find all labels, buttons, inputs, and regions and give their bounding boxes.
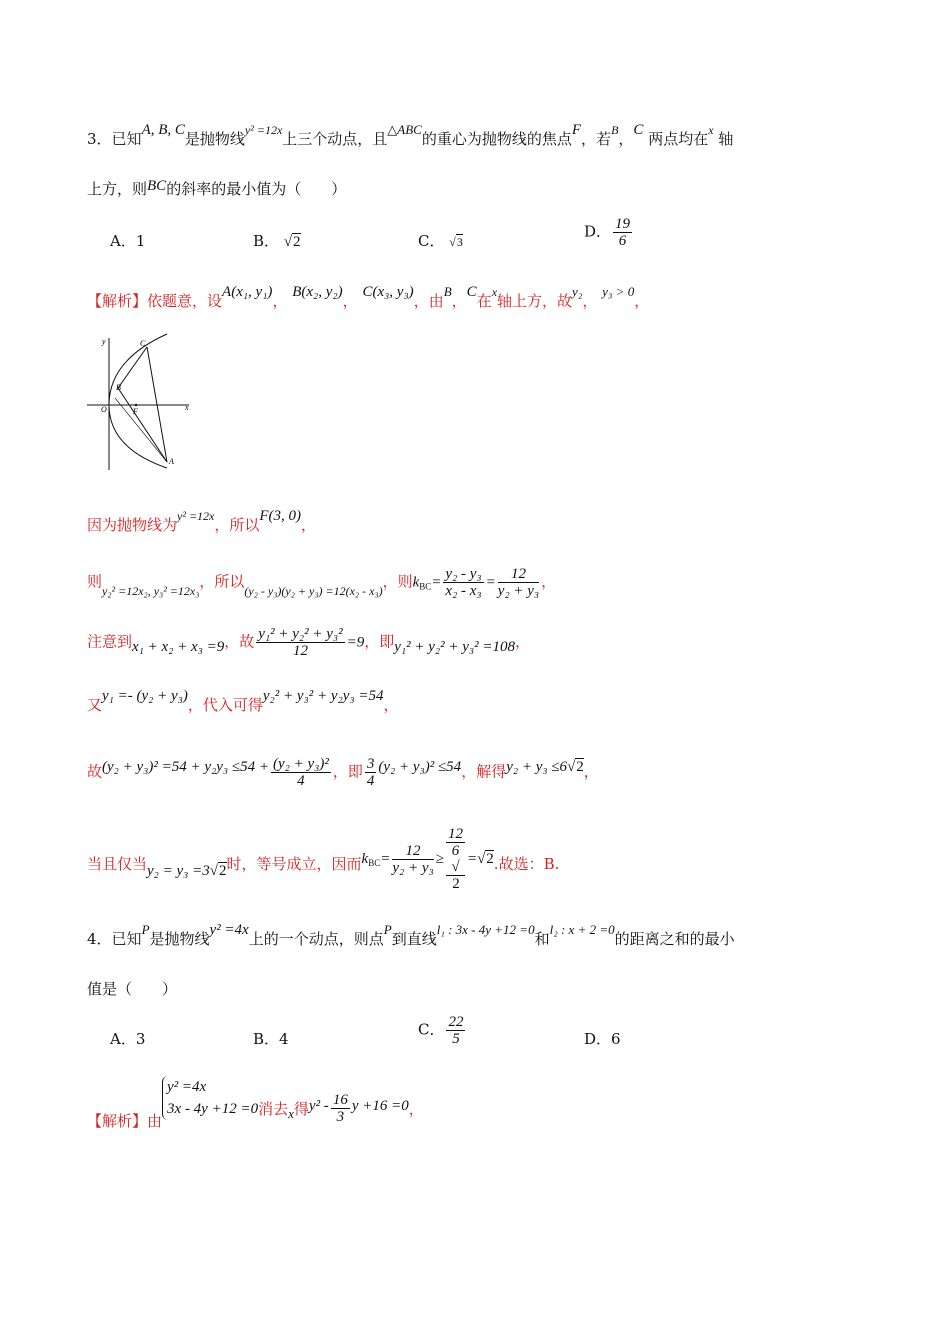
frac-den: 12 [292,643,308,659]
frac-num: 12 [498,566,539,583]
sol-math-part: y₂ + y₃ ≤6 [506,758,568,775]
sol-math: = [485,574,496,591]
sol-math: B [443,284,452,299]
sol-fraction [271,756,331,789]
q3-solution-line1 [87,284,650,311]
q4-math: P [383,922,392,937]
q4-text: 是抛物线 [149,930,210,948]
q3-text: 轴 [718,130,734,148]
sol-math: x [491,285,498,299]
option-label: D． [584,222,612,241]
sol-math: = [466,851,478,867]
option-label: C． [418,232,445,250]
frac-den-radicand: 2 [446,875,465,892]
equation-system [162,1076,258,1120]
q3-math-parabola: y² =12x [244,123,283,137]
q4-stem-line2 [87,978,177,999]
q3-text: ，若 [581,130,612,148]
label-a: A [169,457,174,466]
frac-den: 3 [336,1108,345,1125]
sol-math: = [380,851,391,867]
sol-fraction [365,756,377,789]
sol-math: A(x₁, y₁) [222,284,273,300]
q4-math: P [141,922,150,937]
sol-text: 又 [87,696,103,714]
q3-solution-substitute [87,688,399,715]
sol-text: ， [582,292,598,310]
q3-text: 的斜率的最小值为（ ） [166,180,347,198]
sol-text: ， [515,632,531,651]
label-y: y [102,337,106,346]
solution-tag: 【解析】 [87,292,148,310]
sol-text: ，所以 [199,572,245,591]
frac-den: y₂ + y₃ [392,859,434,876]
q3-option-d[interactable] [584,216,634,249]
sol-math: y +16 =0 [351,1098,409,1114]
q3-text: ， [618,130,634,148]
q4-math: l₂ : x + 2 =0 [549,922,615,937]
sol-text: ，解得 [461,762,507,781]
q4-solution-line1 [87,1076,424,1130]
q3-option-b[interactable]: B． √2 [253,232,301,250]
option-label: A． [110,232,136,250]
q3-option-c[interactable]: C． √3 [418,232,463,250]
sol-math: C [466,284,477,300]
q3-option-a[interactable] [110,230,145,251]
q4-stem-line1 [87,922,735,949]
q3-solution-sum [87,626,530,659]
sol-text: 轴上方，故 [497,292,573,310]
sol-math: (y₂ + y₃)² ≤54 [378,758,462,775]
sol-text: .故选：B. [493,855,560,873]
q4-option-a[interactable] [110,1028,145,1049]
q4-text: 和 [534,930,550,948]
sol-text: ， [634,292,650,310]
q3-stem-line2 [87,178,346,199]
q3-text: 是抛物线 [184,130,245,148]
sol-text: ，所以 [214,516,260,534]
q3-solution-focus [87,508,317,535]
q3-math-x: x [708,123,714,137]
option-label: C． [418,1020,445,1039]
sol-text: ，则 [382,572,413,591]
frac-den: x₂ - x₃ [445,583,482,599]
sol-math: y₁ =- (y₂ + y₃) [102,688,188,704]
sol-math: k [361,851,369,867]
option-label: D． [584,1030,612,1048]
sol-math: y₁² + y₂² + y₃² =108 [394,638,515,655]
q3-math-C: C [633,122,644,138]
q3-solution-slope [87,566,556,599]
q3-math-BC: BC [147,178,167,194]
sol-text: 故 [87,762,103,781]
sol-text: ， [541,572,557,591]
q4-text: 上的一个动点，则点 [248,930,384,948]
sol-text: ，即 [332,762,363,781]
q3-text: 已知 [111,130,142,148]
frac-den: 4 [297,773,305,789]
frac-num: y₂ - y₃ [445,566,482,582]
sol-text: ， [583,762,599,781]
sol-fraction [256,626,344,659]
option-value: 2 [293,234,301,250]
frac-den-part: 6 [451,843,460,859]
focus-point [135,404,137,406]
q4-number: 4． [87,930,112,948]
sol-text: 时，等号成立，因而 [226,855,362,873]
q3-text: 两点均在 [648,130,709,148]
sol-math: =9 [346,634,365,651]
q3-text: 上三个动点，且 [282,130,388,148]
label-b: B [116,383,121,392]
sol-math: k [412,574,420,591]
sol-fraction [498,566,539,599]
sol-text: 消去 [258,1100,289,1118]
sol-math: y₂ [572,284,583,299]
option-value: 4 [279,1030,289,1048]
option-value: 6 [611,1030,621,1048]
option-label: B． [253,232,280,250]
sol-text: 因为抛物线为 [87,516,178,534]
sol-math: y² - [308,1098,329,1114]
sol-math: y² =12x [177,509,215,523]
option-fraction [613,216,632,249]
sol-math: F(3, 0) [259,508,302,524]
sol-text: 得 [293,1100,309,1118]
option-label: B． [253,1030,280,1048]
sol-text: ， [408,1100,424,1118]
option-fraction [446,1014,465,1047]
sol-math-radicand: 2 [576,758,584,775]
sol-math: x [288,1106,294,1121]
q4-text: 到直线 [391,930,437,948]
option-value: 3 [135,1030,146,1048]
sol-math: x₁ + x₂ + x₃ =9 [132,638,225,655]
q4-math: l₁ : 3x - 4y +12 =0 [436,922,535,937]
sol-math: ≥ [435,851,444,867]
option-value: 3 [456,235,463,249]
q3-text: 的重心为抛物线的焦点 [421,130,572,148]
q4-text: 值是（ ） [87,980,178,998]
q3-math-F: F [571,122,582,138]
q4-text: 的距离之和的最小 [614,930,735,948]
sol-text: 由 [147,1112,163,1130]
q3-text: 上方，则 [87,180,148,198]
frac-num: 12 [392,843,433,860]
q3-number: 3． [87,130,112,148]
sol-text: ， [301,516,317,534]
frac-den: y₂ + y₃ [497,583,540,599]
frac-num: y₁² + y₂² + y₃² [258,626,343,642]
sol-math: y₂² + y₃² + y₂y₃ =54 [262,688,384,704]
sol-math: (y₂ - y₃)(y₂ + y₃) =12(x₂ - x₃) [244,583,383,598]
q3-solution-inequality [87,756,599,789]
q3-solution-final: 当且仅当y₂ = y₃ =3√2时，等号成立，因而$k^{BC}=$ $\frac{12}{\text{y₂ + y₃}}$ ≥ 12 6 √ 2 =√2.故选：B. [87,826,560,892]
sol-math: y₂ + y₃ ≤6√2 [506,758,584,775]
system-eq1: y² =4x [167,1079,207,1095]
sol-math-part: y₂ = y₃ =3 [147,863,210,879]
sol-text: 则 [87,572,103,591]
sol-text: ， [272,292,288,310]
sol-math: y₂ = y₃ =3√2 [147,863,227,879]
frac-num: 12 [447,826,463,842]
q3-math-points: A, B, C [141,122,185,138]
sol-text: ， [383,696,399,714]
frac-num: (y₂ + y₃)² [272,756,329,772]
q4-option-c[interactable] [418,1014,467,1047]
option-label: A． [110,1030,136,1048]
sol-math: C(x₃, y₃) [362,284,414,300]
label-o: O [101,405,107,414]
sol-math-sub: BC [368,858,381,868]
sol-math-radicand: 2 [219,863,227,879]
option-value: 1 [135,232,146,250]
sol-text: ， [451,292,467,310]
sol-text: 当且仅当 [87,855,148,873]
sol-math: y₃ > 0 [602,284,635,299]
sol-text: ，即 [364,632,395,651]
q4-text: 已知 [111,930,142,948]
frac-den: 6 √ 2 [446,843,465,892]
sol-fraction [331,1092,350,1125]
sol-text: 依题意，设 [147,292,223,310]
sol-math: B(x₂, y₂) [292,284,343,300]
label-f: F [133,407,138,416]
sol-text: ，故 [224,632,255,651]
frac-num: 16 [332,1091,348,1108]
system-eq2: 3x - 4y +12 =0 [167,1101,259,1117]
median-line [115,398,167,462]
frac-num: 19 [615,216,631,232]
sol-fraction [392,843,433,876]
sol-fraction [443,566,483,599]
sol-math: y₂² =12x₂, y₃² =12x₃ [102,583,200,598]
solution-tag: 【解析】 [87,1112,148,1130]
sol-math: (y₂ + y₃)² =54 + y₂y₃ ≤54 + [102,758,269,775]
sol-text: ，由 [413,292,444,310]
q4-option-b[interactable] [253,1028,289,1049]
frac-den: 6 [618,233,627,249]
parabola-figure [85,330,195,475]
frac-den: 5 [452,1031,460,1047]
frac-den: 4 [366,773,375,789]
sol-math: = [431,574,442,591]
q3-stem-line1 [87,122,734,149]
label-c: C [140,339,146,348]
q3-math-triangle: △ABC [387,122,422,137]
sol-text: ，代入可得 [187,696,263,714]
sol-fraction [446,826,465,892]
sol-text: 注意到 [87,632,133,651]
frac-num: 3 [366,756,375,772]
q3-math-B: B [611,123,619,137]
sol-text: 在 [476,292,492,310]
sol-text: ， [342,292,358,310]
frac-num: 22 [448,1014,464,1030]
label-x: x [185,403,189,412]
sol-math-radicand: 2 [486,851,494,867]
sol-math-sub: BC [419,581,432,592]
q4-math: y² =4x [209,922,249,938]
q4-option-d[interactable] [584,1028,621,1049]
